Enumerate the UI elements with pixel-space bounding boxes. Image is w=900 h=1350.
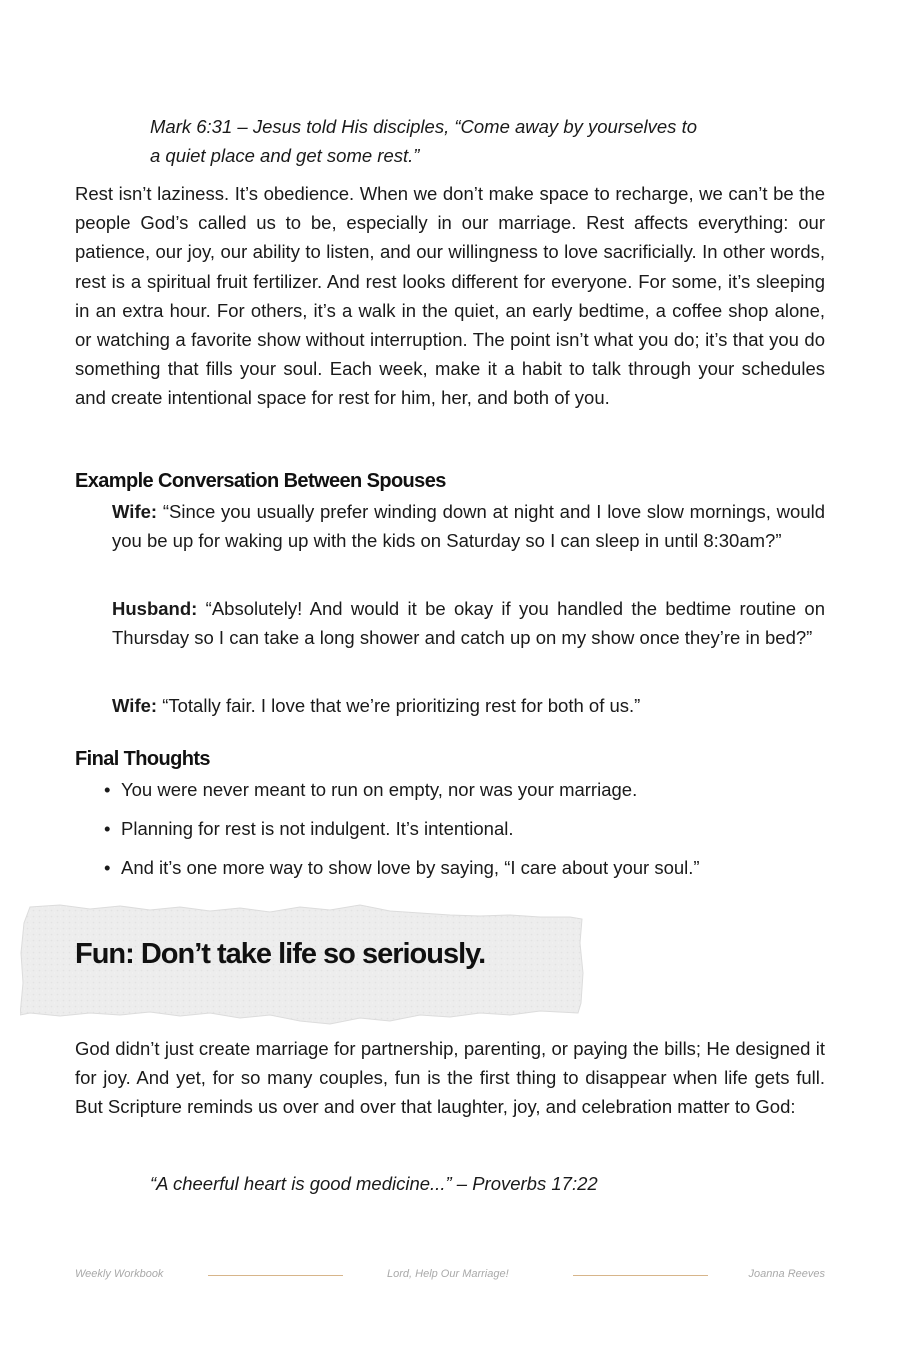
footer-center-text: Lord, Help Our Marriage! xyxy=(387,1268,509,1280)
conversation-line xyxy=(112,497,825,555)
rest-paragraph: Rest isn’t laziness. It’s obedience. When we don’t make space to recharge, we can’t be the people God’s called us to be, especially in our marriage. Rest affects everything: our patience, our joy, our ability to listen, and our willingness to love sacrificially. In other words, rest is a spiritual fruit fertilizer. And rest looks different for everyone. For some, it’s sleeping in an extra hour. For others, it’s a walk in the quiet, an early bedtime, a coffee shop alone, or watching a favorite show without interruption. The point isn’t what you do; it’s that you do something that fills your soul. Each week, make it a habit to talk through your schedules and create intentional space for rest for him, her, and both of you. xyxy=(75,183,825,409)
bullet-icon: • xyxy=(104,779,111,800)
footer-divider xyxy=(208,1275,343,1276)
list-item xyxy=(100,775,825,804)
list-item-text: You were never meant to run on empty, nor was your marriage. xyxy=(121,779,638,800)
footer-left-text: Weekly Workbook xyxy=(75,1268,164,1280)
list-item xyxy=(100,814,825,843)
speaker-label: Wife: xyxy=(112,501,158,522)
speaker-label: Husband: xyxy=(112,598,198,619)
dialog-text: “Since you usually prefer winding down at night and I love slow mornings, would you be up for waking up with the kids on Saturday so I can sleep in until 8:30am?” xyxy=(112,501,826,552)
dialog-text: “Absolutely! And would it be okay if you handled the bedtime routine on Thursday so I can take a long shower and catch up on my show once they’re in bed?” xyxy=(112,598,826,649)
dialog-text: “Totally fair. I love that we’re prioritizing rest for both of us.” xyxy=(162,695,641,716)
top-quote-line-2: a quiet place and get some rest.” xyxy=(150,145,420,166)
footer-divider xyxy=(573,1275,708,1276)
conversation-line xyxy=(112,691,825,720)
bottom-scripture-quote: “A cheerful heart is good medicine...” – Proverbs 17:22 xyxy=(150,1173,598,1194)
bullet-icon: • xyxy=(104,857,111,878)
footer-right-text: Joanna Reeves xyxy=(748,1268,825,1280)
conversation-heading: Example Conversation Between Spouses xyxy=(75,470,446,492)
top-quote-line-1: Mark 6:31 – Jesus told His disciples, “Come away by yourselves to xyxy=(150,116,697,137)
final-thoughts-heading: Final Thoughts xyxy=(75,748,210,770)
top-scripture-quote xyxy=(150,112,790,170)
list-item-text: And it’s one more way to show love by saying, “I care about your soul.” xyxy=(121,857,700,878)
fun-paragraph: God didn’t just create marriage for partnership, parenting, or paying the bills; He designed it for joy. And yet, for so many couples, fun is the first thing to disappear when life gets full. But Scripture reminds us over and over that laughter, joy, and celebration matter to God: xyxy=(75,1038,825,1118)
conversation-line xyxy=(112,594,825,652)
final-thoughts-list xyxy=(100,775,825,892)
list-item-text: Planning for rest is not indulgent. It’s intentional. xyxy=(121,818,514,839)
page-footer xyxy=(0,1268,900,1284)
list-item xyxy=(100,853,825,882)
speaker-label: Wife: xyxy=(112,695,158,716)
bullet-icon: • xyxy=(104,818,111,839)
fun-section-title: Fun: Don’t take life so seriously. xyxy=(75,938,486,970)
